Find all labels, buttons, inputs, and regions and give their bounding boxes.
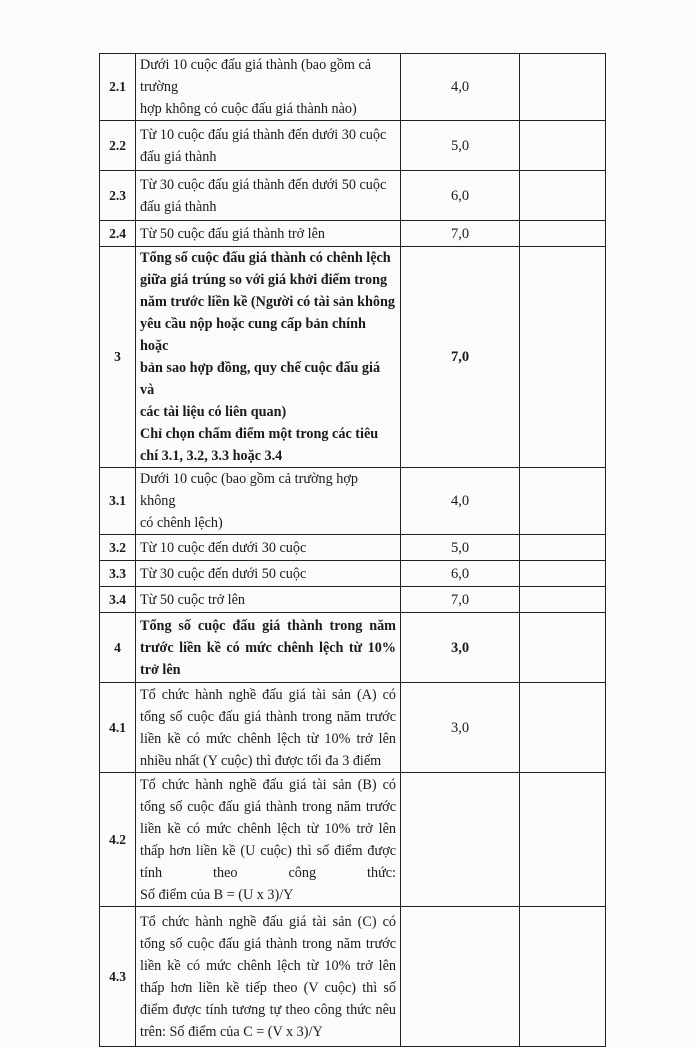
max-score: 4,0 xyxy=(401,468,520,535)
score-given-cell xyxy=(520,683,606,773)
criterion-description xyxy=(136,121,401,171)
criterion-number: 3.3 xyxy=(100,561,136,587)
criterion-number: 2.1 xyxy=(100,54,136,121)
description-line: có chênh lệch) xyxy=(140,515,223,531)
table-row xyxy=(100,468,606,535)
description-line: Tổ chức hành nghề đấu giá tài sản (C) có xyxy=(140,913,396,930)
criterion-number: 3.4 xyxy=(100,587,136,613)
table-row xyxy=(100,587,606,613)
description-line: đấu giá thành xyxy=(140,198,217,215)
description-line: nhiều nhất (Y cuộc) thì được tối đa 3 điểm xyxy=(140,752,382,769)
criterion-description xyxy=(136,468,401,535)
table-row xyxy=(100,221,606,247)
score-given-cell xyxy=(520,907,606,1047)
criterion-number: 3.2 xyxy=(100,535,136,561)
description-line: trở lên xyxy=(140,661,181,678)
table-row xyxy=(100,683,606,773)
criterion-description xyxy=(136,907,401,1047)
table-row xyxy=(100,247,606,468)
criterion-number: 2.4 xyxy=(100,221,136,247)
description-line: Tổ chức hành nghề đấu giá tài sản (A) có xyxy=(140,686,396,703)
max-score: 7,0 xyxy=(401,587,520,613)
criterion-description xyxy=(136,535,401,561)
description-line: Từ 50 cuộc trở lên xyxy=(140,591,246,608)
criterion-number: 4.1 xyxy=(100,683,136,773)
description-line: Từ 50 cuộc đấu giá thành trở lên xyxy=(140,225,325,242)
max-score: 5,0 xyxy=(401,121,520,171)
max-score: 5,0 xyxy=(401,535,520,561)
criterion-number: 4 xyxy=(100,613,136,683)
score-given-cell xyxy=(520,535,606,561)
description-line: giữa giá trúng so với giá khởi điểm trong xyxy=(140,272,388,288)
table-row xyxy=(100,535,606,561)
description-line: Tổng số cuộc đấu giá thành trong năm xyxy=(140,617,396,634)
criterion-description xyxy=(136,247,401,468)
max-score xyxy=(401,907,520,1047)
description-line: Từ 30 cuộc đấu giá thành đến dưới 50 cuộc xyxy=(140,176,387,193)
description-line: trước liền kề có mức chênh lệch từ 10% xyxy=(140,639,396,656)
table-row xyxy=(100,54,606,121)
score-given-cell xyxy=(520,247,606,468)
score-given-cell xyxy=(520,613,606,683)
criterion-number: 3.1 xyxy=(100,468,136,535)
criterion-number: 2.3 xyxy=(100,171,136,221)
description-line: các tài liệu có liên quan) xyxy=(140,404,287,420)
table-row xyxy=(100,121,606,171)
scoring-table xyxy=(99,53,606,1047)
score-given-cell xyxy=(520,221,606,247)
description-line: Dưới 10 cuộc (bao gồm cả trường hợp không xyxy=(140,471,358,509)
description-line: thấp hơn liền kề tiếp theo (V cuộc) thì số xyxy=(140,979,396,996)
criterion-description xyxy=(136,54,401,121)
score-given-cell xyxy=(520,587,606,613)
criterion-description xyxy=(136,561,401,587)
table-row xyxy=(100,907,606,1047)
max-score: 7,0 xyxy=(401,221,520,247)
description-line: Từ 10 cuộc đến dưới 30 cuộc xyxy=(140,539,307,556)
description-line: tổng số cuộc đấu giá thành trong năm trước xyxy=(140,798,396,815)
description-line: năm trước liền kề (Người có tài sản không xyxy=(140,294,396,310)
criterion-description xyxy=(136,773,401,907)
description-line: Tổ chức hành nghề đấu giá tài sản (B) có xyxy=(140,776,396,793)
criterion-number: 4.2 xyxy=(100,773,136,907)
description-line: tính theo công thức: xyxy=(140,864,396,881)
criterion-number: 3 xyxy=(100,247,136,468)
criterion-description xyxy=(136,613,401,683)
score-given-cell xyxy=(520,773,606,907)
criterion-number: 4.3 xyxy=(100,907,136,1047)
description-line: liền kề có mức chênh lệch từ 10% trở lên xyxy=(140,820,396,837)
description-line: Từ 30 cuộc đến dưới 50 cuộc xyxy=(140,565,307,582)
description-line: bản sao hợp đồng, quy chế cuộc đấu giá và xyxy=(140,360,381,398)
table-row xyxy=(100,171,606,221)
criterion-number: 2.2 xyxy=(100,121,136,171)
description-line: liền kề có mức chênh lệch từ 10% trở lên xyxy=(140,730,396,747)
criterion-description xyxy=(136,171,401,221)
description-line: Tổng số cuộc đấu giá thành có chênh lệch xyxy=(140,250,391,266)
description-line: trên: Số điểm của C = (V x 3)/Y xyxy=(140,1023,323,1040)
max-score: 7,0 xyxy=(401,247,520,468)
description-line: Chỉ chọn chấm điểm một trong các tiêu xyxy=(140,426,379,442)
table-row xyxy=(100,613,606,683)
description-line: Từ 10 cuộc đấu giá thành đến dưới 30 cuộc xyxy=(140,126,387,143)
description-line: thấp hơn liền kề (U cuộc) thì số điểm được xyxy=(140,842,396,859)
table-row xyxy=(100,773,606,907)
description-line: điểm được tính tương tự theo công thức nêu xyxy=(140,1001,396,1018)
score-given-cell xyxy=(520,121,606,171)
description-line: tổng số cuộc đấu giá thành trong năm trước xyxy=(140,708,396,725)
max-score: 6,0 xyxy=(401,171,520,221)
description-line: chí 3.1, 3.2, 3.3 hoặc 3.4 xyxy=(140,448,283,464)
description-line: yêu cầu nộp hoặc cung cấp bản chính hoặc xyxy=(140,316,366,354)
description-line: hợp không có cuộc đấu giá thành nào) xyxy=(140,101,357,117)
description-line: đấu giá thành xyxy=(140,148,217,165)
score-given-cell xyxy=(520,54,606,121)
score-given-cell xyxy=(520,171,606,221)
criterion-description xyxy=(136,587,401,613)
description-line: Dưới 10 cuộc đấu giá thành (bao gồm cả trường xyxy=(140,57,372,95)
description-line: tổng số cuộc đấu giá thành trong năm trước xyxy=(140,935,396,952)
table-row xyxy=(100,561,606,587)
max-score: 3,0 xyxy=(401,683,520,773)
max-score: 4,0 xyxy=(401,54,520,121)
score-given-cell xyxy=(520,468,606,535)
criterion-description xyxy=(136,683,401,773)
description-line: Số điểm của B = (U x 3)/Y xyxy=(140,886,294,903)
max-score xyxy=(401,773,520,907)
score-given-cell xyxy=(520,561,606,587)
description-line: liền kề có mức chênh lệch từ 10% trở lên xyxy=(140,957,396,974)
max-score: 6,0 xyxy=(401,561,520,587)
criterion-description xyxy=(136,221,401,247)
scoring-table-body xyxy=(100,54,606,1047)
max-score: 3,0 xyxy=(401,613,520,683)
